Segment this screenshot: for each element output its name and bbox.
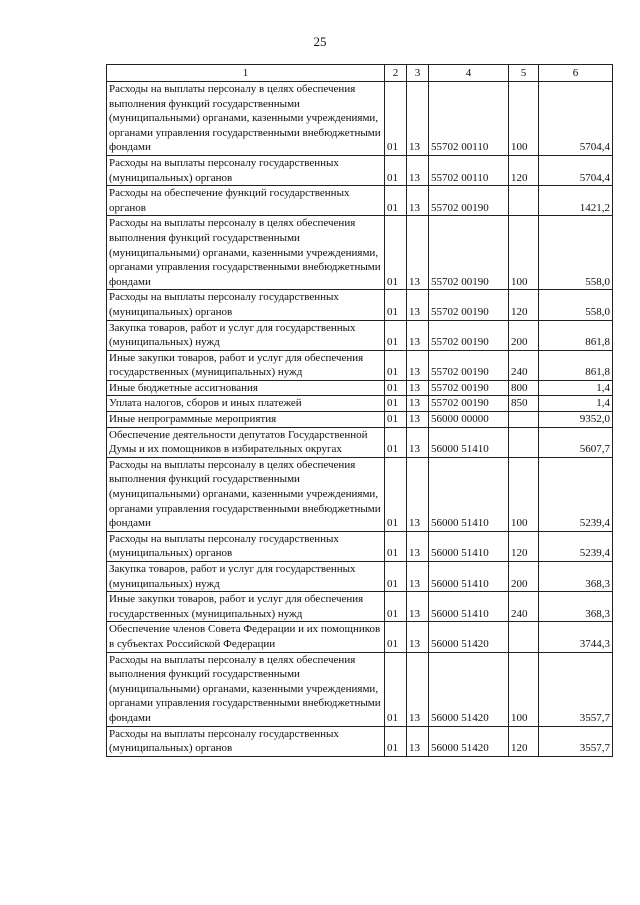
budget-table <box>106 64 613 757</box>
row-section: 01 <box>385 622 407 652</box>
row-name: Расходы на обеспечение функций государственных органов <box>107 186 385 216</box>
row-expense-type: 120 <box>509 726 539 756</box>
table-row <box>107 290 613 320</box>
row-amount: 3744,3 <box>539 622 613 652</box>
row-section: 01 <box>385 457 407 531</box>
row-name: Обеспечение деятельности депутатов Государственной Думы и их помощников в избирательных округах <box>107 427 385 457</box>
table-row <box>107 396 613 412</box>
header-cell-6: 6 <box>539 65 613 82</box>
row-name: Иные закупки товаров, работ и услуг для обеспечения государственных (муниципальных) нужд <box>107 592 385 622</box>
table-row <box>107 592 613 622</box>
row-expense-type: 200 <box>509 562 539 592</box>
row-expense-type: 240 <box>509 350 539 380</box>
row-article: 56000 51410 <box>429 531 509 561</box>
row-article: 56000 51410 <box>429 427 509 457</box>
row-article: 55702 00190 <box>429 290 509 320</box>
row-amount: 5704,4 <box>539 155 613 185</box>
row-article: 56000 51410 <box>429 562 509 592</box>
row-subsection: 13 <box>407 457 429 531</box>
row-section: 01 <box>385 82 407 156</box>
header-row <box>107 65 613 82</box>
row-article: 56000 51420 <box>429 652 509 726</box>
row-amount: 1,4 <box>539 396 613 412</box>
row-amount: 3557,7 <box>539 726 613 756</box>
table-row <box>107 726 613 756</box>
row-name: Расходы на выплаты персоналу государственных (муниципальных) органов <box>107 531 385 561</box>
table-row <box>107 562 613 592</box>
row-expense-type: 120 <box>509 531 539 561</box>
table-row <box>107 320 613 350</box>
row-article: 56000 51410 <box>429 592 509 622</box>
row-name: Иные непрограммные мероприятия <box>107 412 385 428</box>
row-subsection: 13 <box>407 380 429 396</box>
row-amount: 1421,2 <box>539 186 613 216</box>
row-expense-type: 240 <box>509 592 539 622</box>
row-section: 01 <box>385 155 407 185</box>
row-subsection: 13 <box>407 592 429 622</box>
row-amount: 558,0 <box>539 216 613 290</box>
row-expense-type: 800 <box>509 380 539 396</box>
row-amount: 5239,4 <box>539 531 613 561</box>
row-name: Расходы на выплаты персоналу государственных (муниципальных) органов <box>107 155 385 185</box>
table-row <box>107 531 613 561</box>
table-row <box>107 216 613 290</box>
table-row <box>107 622 613 652</box>
table-row <box>107 350 613 380</box>
row-subsection: 13 <box>407 622 429 652</box>
row-name: Расходы на выплаты персоналу в целях обеспечения выполнения функций государственными (муниципальными) органами, казенными учреждениями, органами управления государственными внебюджетными фондами <box>107 216 385 290</box>
row-expense-type <box>509 427 539 457</box>
row-name: Закупка товаров, работ и услуг для государственных (муниципальных) нужд <box>107 320 385 350</box>
row-section: 01 <box>385 562 407 592</box>
row-section: 01 <box>385 412 407 428</box>
row-article: 56000 51420 <box>429 726 509 756</box>
row-name: Обеспечение членов Совета Федерации и их помощников в субъектах Российской Федерации <box>107 622 385 652</box>
header-cell-4: 4 <box>429 65 509 82</box>
row-subsection: 13 <box>407 562 429 592</box>
row-expense-type: 120 <box>509 155 539 185</box>
table-row <box>107 457 613 531</box>
row-expense-type: 100 <box>509 82 539 156</box>
row-article: 56000 51420 <box>429 622 509 652</box>
row-amount: 558,0 <box>539 290 613 320</box>
table-row <box>107 427 613 457</box>
row-article: 55702 00190 <box>429 216 509 290</box>
row-section: 01 <box>385 592 407 622</box>
row-section: 01 <box>385 186 407 216</box>
row-name: Расходы на выплаты персоналу государственных (муниципальных) органов <box>107 726 385 756</box>
row-amount: 368,3 <box>539 592 613 622</box>
row-subsection: 13 <box>407 350 429 380</box>
page-number: 25 <box>313 34 327 49</box>
row-amount: 9352,0 <box>539 412 613 428</box>
table-row <box>107 82 613 156</box>
header-cell-5: 5 <box>509 65 539 82</box>
row-subsection: 13 <box>407 186 429 216</box>
row-subsection: 13 <box>407 652 429 726</box>
row-subsection: 13 <box>407 427 429 457</box>
row-article: 55702 00190 <box>429 320 509 350</box>
row-section: 01 <box>385 652 407 726</box>
row-subsection: 13 <box>407 531 429 561</box>
row-expense-type <box>509 622 539 652</box>
header-cell-3: 3 <box>407 65 429 82</box>
table-row <box>107 412 613 428</box>
header-cell-1: 1 <box>107 65 385 82</box>
row-subsection: 13 <box>407 396 429 412</box>
row-amount: 5239,4 <box>539 457 613 531</box>
row-article: 55702 00190 <box>429 186 509 216</box>
row-article: 56000 51410 <box>429 457 509 531</box>
row-section: 01 <box>385 216 407 290</box>
row-name: Расходы на выплаты персоналу в целях обеспечения выполнения функций государственными (муниципальными) органами, казенными учреждениями, органами управления государственными внебюджетными фондами <box>107 652 385 726</box>
row-name: Расходы на выплаты персоналу в целях обеспечения выполнения функций государственными (муниципальными) органами, казенными учреждениями, органами управления государственными внебюджетными фондами <box>107 457 385 531</box>
row-name: Иные бюджетные ассигнования <box>107 380 385 396</box>
row-section: 01 <box>385 380 407 396</box>
row-expense-type: 850 <box>509 396 539 412</box>
row-section: 01 <box>385 350 407 380</box>
row-amount: 5607,7 <box>539 427 613 457</box>
row-expense-type: 100 <box>509 216 539 290</box>
row-subsection: 13 <box>407 320 429 350</box>
row-subsection: 13 <box>407 412 429 428</box>
row-amount: 368,3 <box>539 562 613 592</box>
row-name: Расходы на выплаты персоналу государственных (муниципальных) органов <box>107 290 385 320</box>
row-section: 01 <box>385 320 407 350</box>
row-article: 55702 00190 <box>429 396 509 412</box>
row-name: Уплата налогов, сборов и иных платежей <box>107 396 385 412</box>
row-amount: 5704,4 <box>539 82 613 156</box>
header-cell-2: 2 <box>385 65 407 82</box>
row-article: 56000 00000 <box>429 412 509 428</box>
row-name: Иные закупки товаров, работ и услуг для обеспечения государственных (муниципальных) нужд <box>107 350 385 380</box>
row-name: Расходы на выплаты персоналу в целях обеспечения выполнения функций государственными (муниципальными) органами, казенными учреждениями, органами управления государственными внебюджетными фондами <box>107 82 385 156</box>
row-amount: 861,8 <box>539 350 613 380</box>
row-expense-type: 100 <box>509 652 539 726</box>
row-article: 55702 00110 <box>429 82 509 156</box>
row-section: 01 <box>385 531 407 561</box>
row-subsection: 13 <box>407 216 429 290</box>
row-expense-type: 100 <box>509 457 539 531</box>
row-section: 01 <box>385 427 407 457</box>
row-subsection: 13 <box>407 726 429 756</box>
row-subsection: 13 <box>407 290 429 320</box>
row-amount: 861,8 <box>539 320 613 350</box>
row-expense-type: 200 <box>509 320 539 350</box>
table-row <box>107 155 613 185</box>
row-subsection: 13 <box>407 155 429 185</box>
row-amount: 1,4 <box>539 380 613 396</box>
row-section: 01 <box>385 396 407 412</box>
row-subsection: 13 <box>407 82 429 156</box>
table-row <box>107 380 613 396</box>
row-expense-type <box>509 186 539 216</box>
row-article: 55702 00110 <box>429 155 509 185</box>
row-article: 55702 00190 <box>429 380 509 396</box>
row-name: Закупка товаров, работ и услуг для государственных (муниципальных) нужд <box>107 562 385 592</box>
row-section: 01 <box>385 290 407 320</box>
row-amount: 3557,7 <box>539 652 613 726</box>
row-expense-type <box>509 412 539 428</box>
table-row <box>107 652 613 726</box>
row-expense-type: 120 <box>509 290 539 320</box>
table-row <box>107 186 613 216</box>
row-section: 01 <box>385 726 407 756</box>
row-article: 55702 00190 <box>429 350 509 380</box>
